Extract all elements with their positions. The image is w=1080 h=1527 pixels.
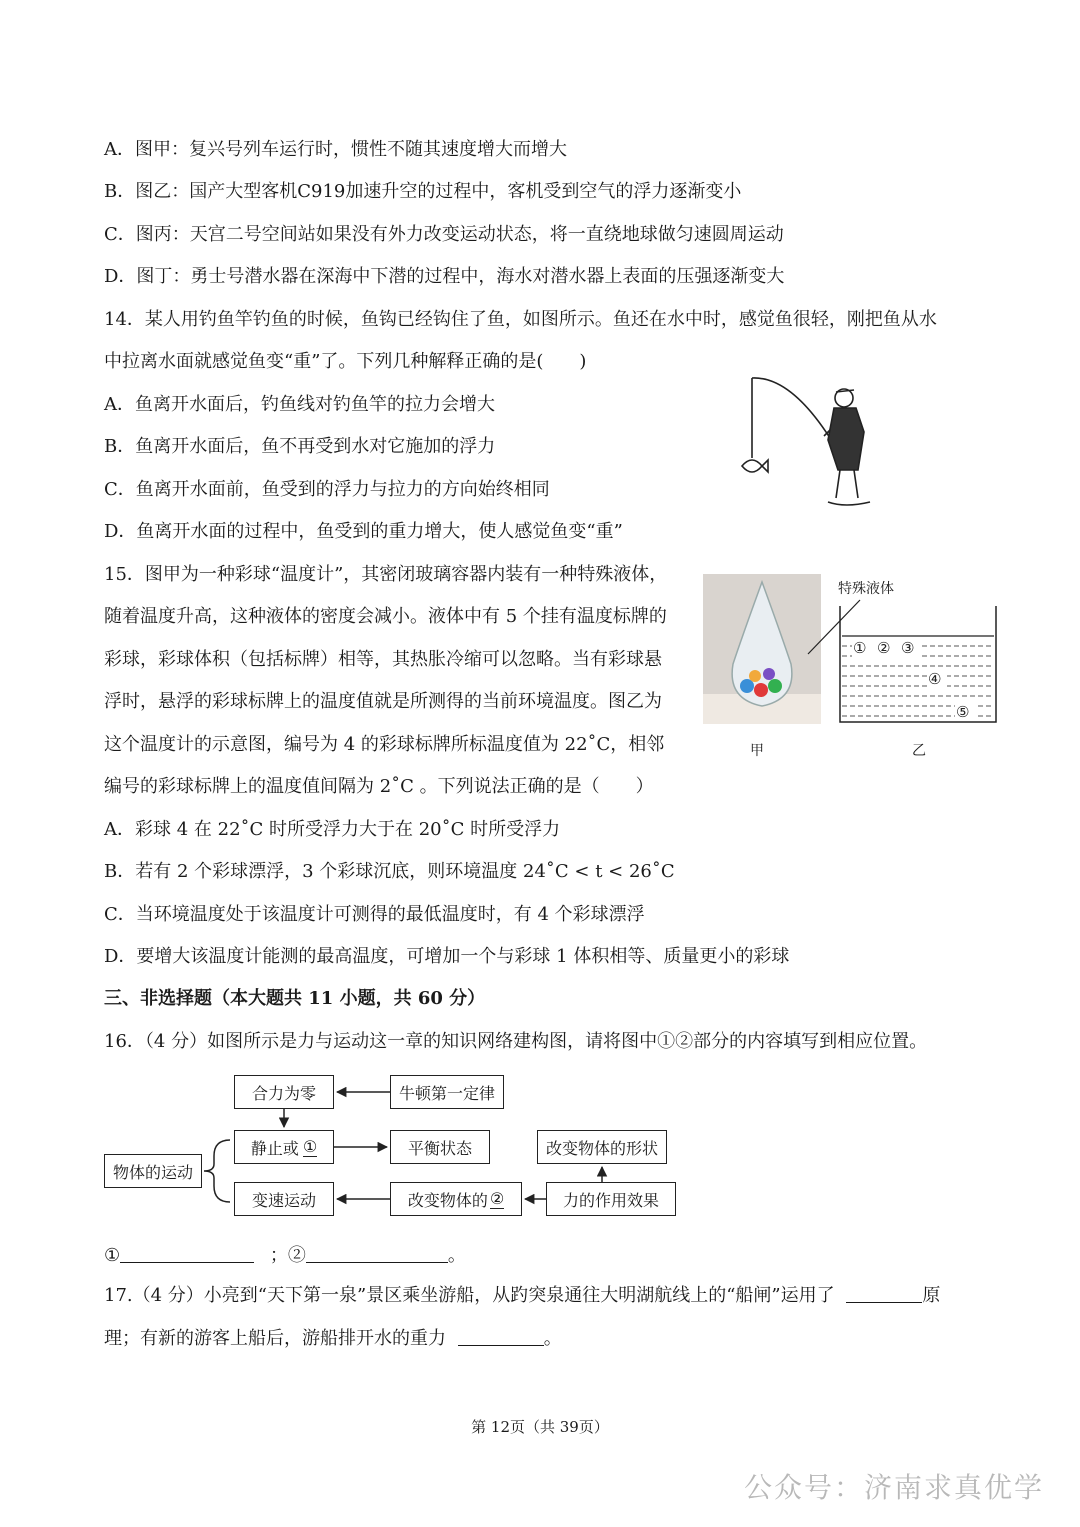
q14-stem-line1: 14．某人用钓鱼竿钓鱼的时候，鱼钩已经钩住了鱼，如图所示。鱼还在水中时，感觉鱼很轻，刚把鱼从水 <box>104 309 937 330</box>
q17-line1-text: 17.（4 分）小亮到“天下第一泉”景区乘坐游船，从趵突泉通往大明湖航线上的“船闸”运用了 <box>104 1285 835 1306</box>
box-balance-state: 平衡状态 <box>390 1130 490 1164</box>
box-newton-first-law: 牛顿第一定律 <box>390 1075 504 1109</box>
box-net-force-zero: 合力为零 <box>234 1075 334 1109</box>
q15-stem-line3: 彩球，彩球体积（包括标牌）相等，其热胀冷缩可以忽略。当有彩球悬 <box>104 649 662 670</box>
q13-option-d: D．图丁：勇士号潜水器在深海中下潜的过程中，海水对潜水器上表面的压强逐渐变大 <box>104 266 785 287</box>
q15-option-c: C．当环境温度处于该温度计可测得的最低温度时，有 4 个彩球漂浮 <box>104 904 645 925</box>
q16-stem: 16．（4 分）如图所示是力与运动这一章的知识网络建构图，请将图中①②部分的内容填写到相应位置。 <box>104 1031 928 1052</box>
q15-option-d: D．要增大该温度计能测的最高温度，可增加一个与彩球 1 体积相等、质量更小的彩球 <box>104 946 790 967</box>
box-change-blank-2: ② <box>489 1189 505 1208</box>
box-object-motion: 物体的运动 <box>104 1154 202 1188</box>
q14-stem-line2: 中拉离水面就感觉鱼变“重”了。下列几种解释正确的是( ) <box>104 351 587 372</box>
watermark: 公众号：济南求真优学 <box>743 1471 1044 1504</box>
ball-3: ③ <box>901 639 915 657</box>
q15-stem-line4: 浮时，悬浮的彩球标牌上的温度值就是所测得的当前环境温度。图乙为 <box>104 691 662 712</box>
box-force-effect: 力的作用效果 <box>546 1182 676 1216</box>
q15-stem-line5: 这个温度计的示意图，编号为 4 的彩球标牌所标温度值为 22˚C，相邻 <box>104 734 665 755</box>
q16-answer-line <box>104 1244 466 1268</box>
ball-2: ② <box>877 639 891 657</box>
q15-option-b: B．若有 2 个彩球漂浮，3 个彩球沉底，则环境温度 24˚C < t < 26˚C <box>104 861 675 882</box>
q16-answer-1-label: ① <box>104 1245 121 1266</box>
q16-answer-1-blank[interactable] <box>120 1244 254 1263</box>
box-change-label: 改变物体的 <box>407 1190 488 1210</box>
liquid-label: 特殊液体 <box>838 581 894 597</box>
box-change-shape: 改变物体的形状 <box>537 1130 667 1164</box>
figure-jia-caption: 甲 <box>750 743 764 759</box>
q14-option-b: B．鱼离开水面后，鱼不再受到水对它施加的浮力 <box>104 436 496 457</box>
box-variable-motion: 变速运动 <box>234 1182 334 1216</box>
q16-answer-2-blank[interactable] <box>306 1244 448 1263</box>
q17-line1-end: 原 <box>922 1285 941 1306</box>
q16-answer-2-label: ；② <box>269 1245 306 1266</box>
q14-option-a: A．鱼离开水面后，钓鱼线对钓鱼竿的拉力会增大 <box>104 394 495 415</box>
q15-stem-line6: 编号的彩球标牌上的温度值间隔为 2˚C 。下列说法正确的是（ ） <box>104 776 654 797</box>
q14-option-c: C．鱼离开水面前，鱼受到的浮力与拉力的方向始终相同 <box>104 479 550 500</box>
section-3-heading: 三、非选择题（本大题共 11 小题，共 60 分） <box>104 988 486 1009</box>
q13-option-a: A．图甲：复兴号列车运行时，惯性不随其速度增大而增大 <box>104 139 567 160</box>
q17-blank-2[interactable] <box>458 1327 544 1346</box>
page-number-footer: 第 12页（共 39页） <box>471 1418 609 1436</box>
q14-option-d: D．鱼离开水面的过程中，鱼受到的重力增大，使人感觉鱼变“重” <box>104 521 623 542</box>
box-static-label: 静止或 <box>250 1138 299 1158</box>
q15-stem-line2: 随着温度升高，这种液体的密度会减小。液体中有 5 个挂有温度标牌的 <box>104 606 667 627</box>
ball-1: ① <box>853 639 867 657</box>
q17-line2-text: 理；有新的游客上船后，游船排开水的重力 <box>104 1328 446 1349</box>
q16-answer-end: 。 <box>447 1245 466 1266</box>
q17-blank-1[interactable] <box>846 1284 922 1303</box>
ball-5: ⑤ <box>956 703 970 721</box>
box-static-blank-1: ① <box>302 1137 318 1156</box>
q17-line1 <box>104 1284 940 1308</box>
figure-yi-caption: 乙 <box>912 743 926 759</box>
q13-option-b: B．图乙：国产大型客机C919加速升空的过程中，客机受到空气的浮力逐渐变小 <box>104 181 742 202</box>
q13-option-c: C．图丙：天宫二号空间站如果没有外力改变运动状态，将一直绕地球做匀速圆周运动 <box>104 224 784 245</box>
q15-option-a: A．彩球 4 在 22˚C 时所受浮力大于在 20˚C 时所受浮力 <box>104 819 561 840</box>
ball-4: ④ <box>928 670 942 688</box>
q17-line2-end: 。 <box>543 1328 562 1349</box>
q15-stem-line1: 15．图甲为一种彩球“温度计”，其密闭玻璃容器内装有一种特殊液体， <box>104 564 668 585</box>
q17-line2 <box>104 1327 562 1351</box>
